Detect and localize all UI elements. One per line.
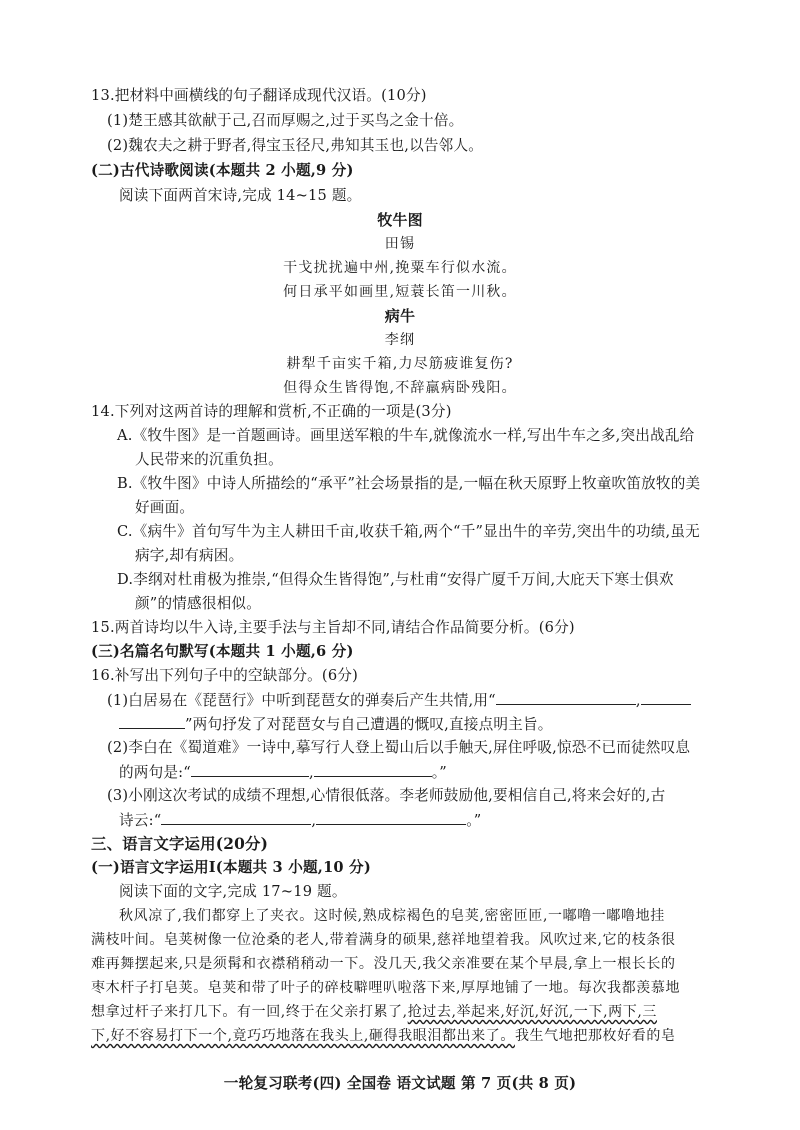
q16-blank-1[interactable] (496, 690, 636, 705)
q16-part1-tail: ”两句抒发了对琵琶女与自己遭遇的慨叹,直接点明主旨。 (185, 716, 553, 733)
passage-line-6 (91, 1026, 676, 1046)
passage-line-6-text: 我生气地把那枚好看的皂 (514, 1028, 676, 1044)
poem1-title: 牧牛图 (377, 211, 423, 229)
q14-option-d-line-2: 颜”的情感很相似。 (135, 595, 262, 612)
q16-part3-line-2 (119, 810, 481, 831)
q16-blank-2[interactable] (641, 690, 691, 705)
q16-part1-line-1 (107, 690, 691, 711)
passage-line-2: 满枝叶间。皂荚树像一位沧桑的老人,带着满身的硕果,慈祥地望着我。风吹过来,它的枝条很 (91, 932, 676, 948)
q16-blank-6[interactable] (316, 810, 466, 825)
passage-wavy-underline-1: 抢过去,举起来,好沉,好沉,一下,两下,三 (407, 1004, 658, 1020)
q16-blank-2-continued[interactable] (119, 714, 185, 729)
passage-wavy-underline-2: 下,好不容易打下一个,竟巧巧地落在我头上,砸得我眼泪都出来了。 (91, 1028, 515, 1044)
poem1-author: 田锡 (384, 236, 416, 252)
q16-close-quote: 。” (431, 764, 447, 781)
poem2-line-1: 耕犁千亩实千箱,力尽筋疲谁复伤? (286, 356, 514, 372)
q13-sentence-2: (2)魏农夫之耕于野者,得宝玉径尺,弗知其玉也,以告邻人。 (107, 137, 484, 154)
q16-comma: , (311, 812, 317, 829)
passage-line-5-text: 想拿过杆子来打几下。有一回,终于在父亲打累了, (91, 1004, 408, 1020)
q15-stem: 15.两首诗均以牛入诗,主要手法与主旨却不同,请结合作品简要分析。(6分) (91, 619, 575, 636)
page-footer: 一轮复习联考(四) 全国卷 语文试题 第 7 页(共 8 页) (223, 1075, 577, 1092)
q16-part1-text: (1)白居易在《琵琶行》中听到琵琶女的弹奏后产生共情,用“ (107, 692, 496, 709)
q16-part2-line-2 (119, 762, 447, 783)
poem1-line-2: 何日承平如画里,短蓑长笛一川秋。 (283, 284, 517, 300)
q16-blank-4[interactable] (314, 762, 432, 777)
passage-line-3: 难再舞摆起来,只是须髯和衣襟稍稍动一下。没几天,我父亲准要在某个早晨,拿上一根长长的 (91, 956, 676, 972)
q16-part3-lead: 诗云:“ (119, 812, 162, 829)
q13-stem: 13.把材料中画横线的句子翻译成现代汉语。(10分) (91, 87, 427, 104)
q14-option-a-line-1: A.《牧牛图》是一首题画诗。画里送军粮的牛车,就像流水一样,写出牛车之多,突出战乱给 (117, 427, 695, 444)
q14-option-b-line-2: 好画面。 (135, 499, 195, 516)
poem1-line-1: 干戈扰扰遍中州,挽粟车行似水流。 (283, 260, 517, 276)
part3-heading: 三、语言文字运用(20分) (91, 835, 269, 853)
q16-part2-line-1: (2)李白在《蜀道难》一诗中,摹写行人登上蜀山后以手触天,屏住呼吸,惊恐不已而徒然叹息 (107, 739, 691, 756)
part3-sub-heading: (一)语言文字运用Ⅰ(本题共 3 小题,10 分) (91, 859, 371, 876)
poem2-line-2: 但得众生皆得饱,不辞羸病卧残阳。 (283, 380, 517, 396)
q16-stem: 16.补写出下列句子中的空缺部分。(6分) (91, 667, 358, 684)
q16-part2-lead: 的两句是:“ (119, 764, 191, 781)
q16-part3-line-1: (3)小刚这次考试的成绩不理想,心情很低落。李老师鼓励他,要相信自己,将来会好的,古 (107, 787, 666, 804)
q16-comma: , (635, 692, 641, 709)
part3-intro: 阅读下面的文字,完成 17~19 题。 (119, 883, 347, 900)
section2-heading: (二)古代诗歌阅读(本题共 2 小题,9 分) (91, 162, 354, 179)
q16-close-quote: 。” (466, 812, 482, 829)
q13-sentence-1: (1)楚王感其欲献于己,召而厚赐之,过于买鸟之金十倍。 (107, 112, 464, 129)
passage-line-5 (91, 1002, 657, 1022)
poem2-title: 病牛 (384, 307, 416, 325)
section3-heading: (三)名篇名句默写(本题共 1 小题,6 分) (91, 643, 354, 660)
q14-option-c-line-1: C.《病牛》首句写牛为主人耕田千亩,收获千箱,两个“千”显出牛的辛劳,突出牛的功绩,虽无 (117, 523, 700, 540)
poem2-author: 李纲 (384, 332, 416, 348)
q16-blank-5[interactable] (161, 810, 311, 825)
passage-line-4: 枣木杆子打皂荚。皂荚和带了叶子的碎枝噼哩叭啦落下来,厚厚地铺了一地。每次我都羡慕地 (91, 980, 681, 996)
q14-stem: 14.下列对这两首诗的理解和赏析,不正确的一项是(3分) (91, 403, 452, 420)
q14-option-b-line-1: B.《牧牛图》中诗人所描绘的“承平”社会场景指的是,一幅在秋天原野上牧童吹笛放牧的美 (117, 475, 701, 492)
q14-option-a-line-2: 人民带来的沉重负担。 (135, 451, 283, 468)
q14-option-c-line-2: 病字,却有病困。 (135, 547, 244, 564)
q16-part1-line-2 (119, 714, 553, 735)
passage-line-1: 秋风凉了,我们都穿上了夹衣。这时候,熟成棕褐色的皂荚,密密匝匝,一嘟噜一嘟噜地挂 (119, 908, 665, 924)
q14-option-d-line-1: D.李纲对杜甫极为推崇,“但得众生皆得饱”,与杜甫“安得广厦千万间,大庇天下寒士俱欢 (117, 571, 674, 588)
section2-intro: 阅读下面两首宋诗,完成 14~15 题。 (119, 187, 362, 204)
q16-blank-3[interactable] (191, 762, 309, 777)
q16-comma: , (308, 764, 314, 781)
